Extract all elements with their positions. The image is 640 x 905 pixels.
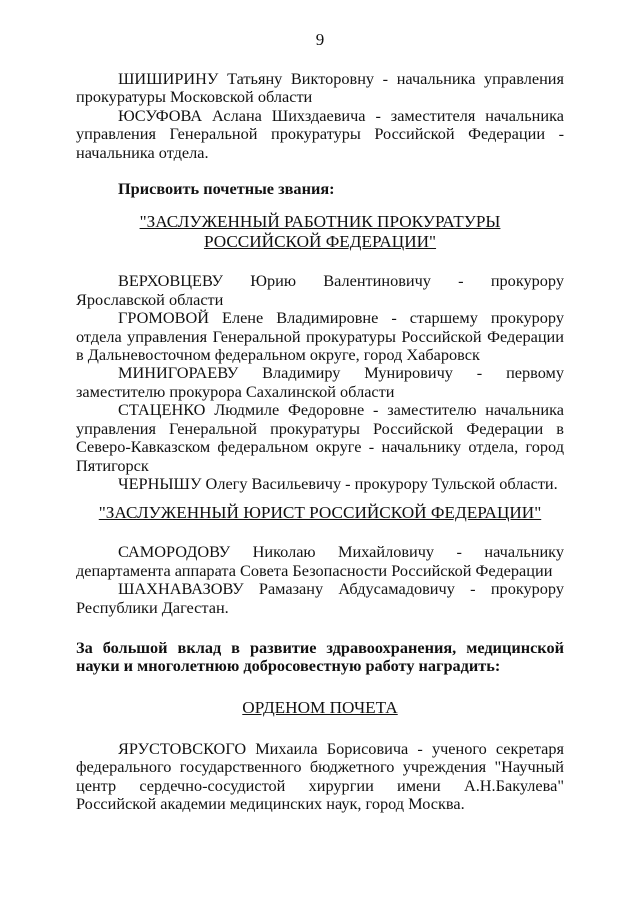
award-entry: САМОРОДОВУ Николаю Михайловичу - начальнику департамента аппарата Совета Безопасности Российской Федерации xyxy=(76,542,564,580)
title-line: "ЗАСЛУЖЕННЫЙ ЮРИСТ РОССИЙСКОЙ ФЕДЕРАЦИИ" xyxy=(98,503,542,523)
page-number: 9 xyxy=(315,30,325,49)
award-entry: ЮСУФОВА Аслана Шихздаевича - заместителя начальника управления Генеральной прокуратуры Российской Федерации - начальника отдела. xyxy=(76,105,564,162)
title-line: "ЗАСЛУЖЕННЫЙ РАБОТНИК ПРОКУРАТУРЫ xyxy=(139,212,501,232)
award-entry: ШАХНАВАЗОВУ Рамазану Абдусамадовичу - прокурору Республики Дагестан. xyxy=(76,579,564,617)
award-entry: ГРОМОВОЙ Елене Владимировне - старшему прокурору отдела управления Генеральной прокуратуры Российской Федерации в Дальневосточном федеральном округе, город Хабаровск xyxy=(76,308,564,365)
award-entry: СТАЦЕНКО Людмиле Федоровне - заместителю начальника управления Генеральной прокуратуры Российской Федерации в Северо-Кавказском федеральном округе - начальнику отдела, город Пятигорск xyxy=(76,400,564,475)
award-entry: МИНИГОРАЕВУ Владимиру Мунировичу - первому заместителю прокурора Сахалинской области xyxy=(76,363,564,401)
title-line: ОРДЕНОМ ПОЧЕТА xyxy=(242,697,398,717)
award-entry: ЯРУСТОВСКОГО Михаила Борисовича - ученого секретаря федерального государственного бюджетного учреждения "Научный центр сердечно-сосудистой хирургии имени А.Н.Бакулева" Российской академии медицинских наук, город Москва. xyxy=(76,738,564,813)
section-heading: Присвоить почетные звания: xyxy=(118,179,335,199)
award-entry: ВЕРХОВЦЕВУ Юрию Валентиновичу - прокурору Ярославской области xyxy=(76,271,564,309)
section-heading: За большой вклад в развитие здравоохранения, медицинской науки и многолетнюю добросовестную работу наградить: xyxy=(76,637,564,676)
title-line: РОССИЙСКОЙ ФЕДЕРАЦИИ" xyxy=(203,232,437,252)
document-body xyxy=(76,70,564,813)
award-entry: ШИШИРИНУ Татьяну Викторовну - начальника управления прокуратуры Московской области xyxy=(76,69,564,107)
award-entry: ЧЕРНЫШУ Олегу Васильевичу - прокурору Тульской области. xyxy=(118,473,558,493)
